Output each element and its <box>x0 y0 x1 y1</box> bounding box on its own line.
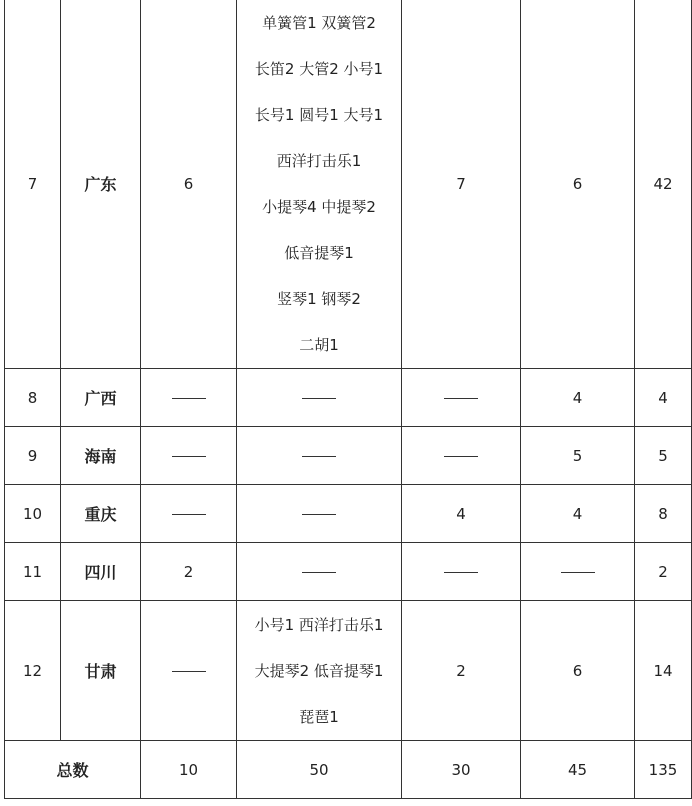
dash-line <box>302 514 336 515</box>
dash-line <box>302 572 336 573</box>
count-cell: 6 <box>521 0 635 369</box>
grand-total: 135 <box>635 741 692 799</box>
count-cell <box>141 485 237 543</box>
row-total: 5 <box>635 427 692 485</box>
instrument-line: 长号1 圆号1 大号1 <box>254 105 384 124</box>
dash-line <box>561 572 595 573</box>
row-total: 4 <box>635 369 692 427</box>
count-cell: 5 <box>521 427 635 485</box>
instrument-list <box>237 0 402 369</box>
count-cell: 7 <box>402 0 521 369</box>
province-name: 甘肃 <box>61 601 141 741</box>
table-row <box>5 601 692 741</box>
instrument-list <box>237 369 402 427</box>
count-cell <box>402 427 521 485</box>
row-total: 2 <box>635 543 692 601</box>
instrument-line: 小号1 西洋打击乐1 <box>254 615 384 634</box>
row-number: 7 <box>5 0 61 369</box>
dash-line <box>172 514 206 515</box>
summary-count: 30 <box>402 741 521 799</box>
instrument-line: 大提琴2 低音提琴1 <box>254 661 384 680</box>
province-name: 广西 <box>61 369 141 427</box>
row-number: 11 <box>5 543 61 601</box>
count-cell: 2 <box>402 601 521 741</box>
row-number: 12 <box>5 601 61 741</box>
summary-count: 45 <box>521 741 635 799</box>
count-cell <box>521 543 635 601</box>
dash-line <box>172 671 206 672</box>
province-name: 四川 <box>61 543 141 601</box>
instrument-line: 琵琶1 <box>299 707 339 726</box>
dash-line <box>444 456 478 457</box>
table-row <box>5 543 692 601</box>
count-cell: 6 <box>141 0 237 369</box>
province-name: 广东 <box>61 0 141 369</box>
count-cell <box>141 369 237 427</box>
instrument-list <box>237 427 402 485</box>
dash-line <box>444 572 478 573</box>
count-cell: 6 <box>521 601 635 741</box>
count-cell: 4 <box>521 485 635 543</box>
instrument-line: 西洋打击乐1 <box>276 151 362 170</box>
row-number: 9 <box>5 427 61 485</box>
row-number: 8 <box>5 369 61 427</box>
table-row <box>5 485 692 543</box>
instrument-list <box>237 485 402 543</box>
summary-count: 50 <box>237 741 402 799</box>
table-row <box>5 427 692 485</box>
summary-label: 总数 <box>5 741 141 799</box>
instrument-line: 二胡1 <box>299 335 339 354</box>
instrument-list <box>237 601 402 741</box>
instrument-line: 低音提琴1 <box>284 243 354 262</box>
dash-line <box>444 398 478 399</box>
instrument-line: 小提琴4 中提琴2 <box>262 197 376 216</box>
count-cell <box>141 427 237 485</box>
dash-line <box>302 398 336 399</box>
province-name: 重庆 <box>61 485 141 543</box>
count-cell: 4 <box>521 369 635 427</box>
instrument-line: 竖琴1 钢琴2 <box>277 289 361 308</box>
row-total: 42 <box>635 0 692 369</box>
dash-line <box>172 456 206 457</box>
table-body <box>5 0 692 799</box>
count-cell <box>402 543 521 601</box>
instrument-line: 长笛2 大管2 小号1 <box>254 59 384 78</box>
dash-line <box>172 398 206 399</box>
row-total: 8 <box>635 485 692 543</box>
quota-table <box>4 0 692 799</box>
summary-row <box>5 741 692 799</box>
instrument-line: 单簧管1 双簧管2 <box>262 13 376 32</box>
instrument-list <box>237 543 402 601</box>
count-cell <box>141 601 237 741</box>
count-cell: 2 <box>141 543 237 601</box>
row-total: 14 <box>635 601 692 741</box>
row-number: 10 <box>5 485 61 543</box>
count-cell <box>402 369 521 427</box>
table-row <box>5 369 692 427</box>
province-name: 海南 <box>61 427 141 485</box>
dash-line <box>302 456 336 457</box>
count-cell: 4 <box>402 485 521 543</box>
summary-count: 10 <box>141 741 237 799</box>
table-row <box>5 0 692 369</box>
